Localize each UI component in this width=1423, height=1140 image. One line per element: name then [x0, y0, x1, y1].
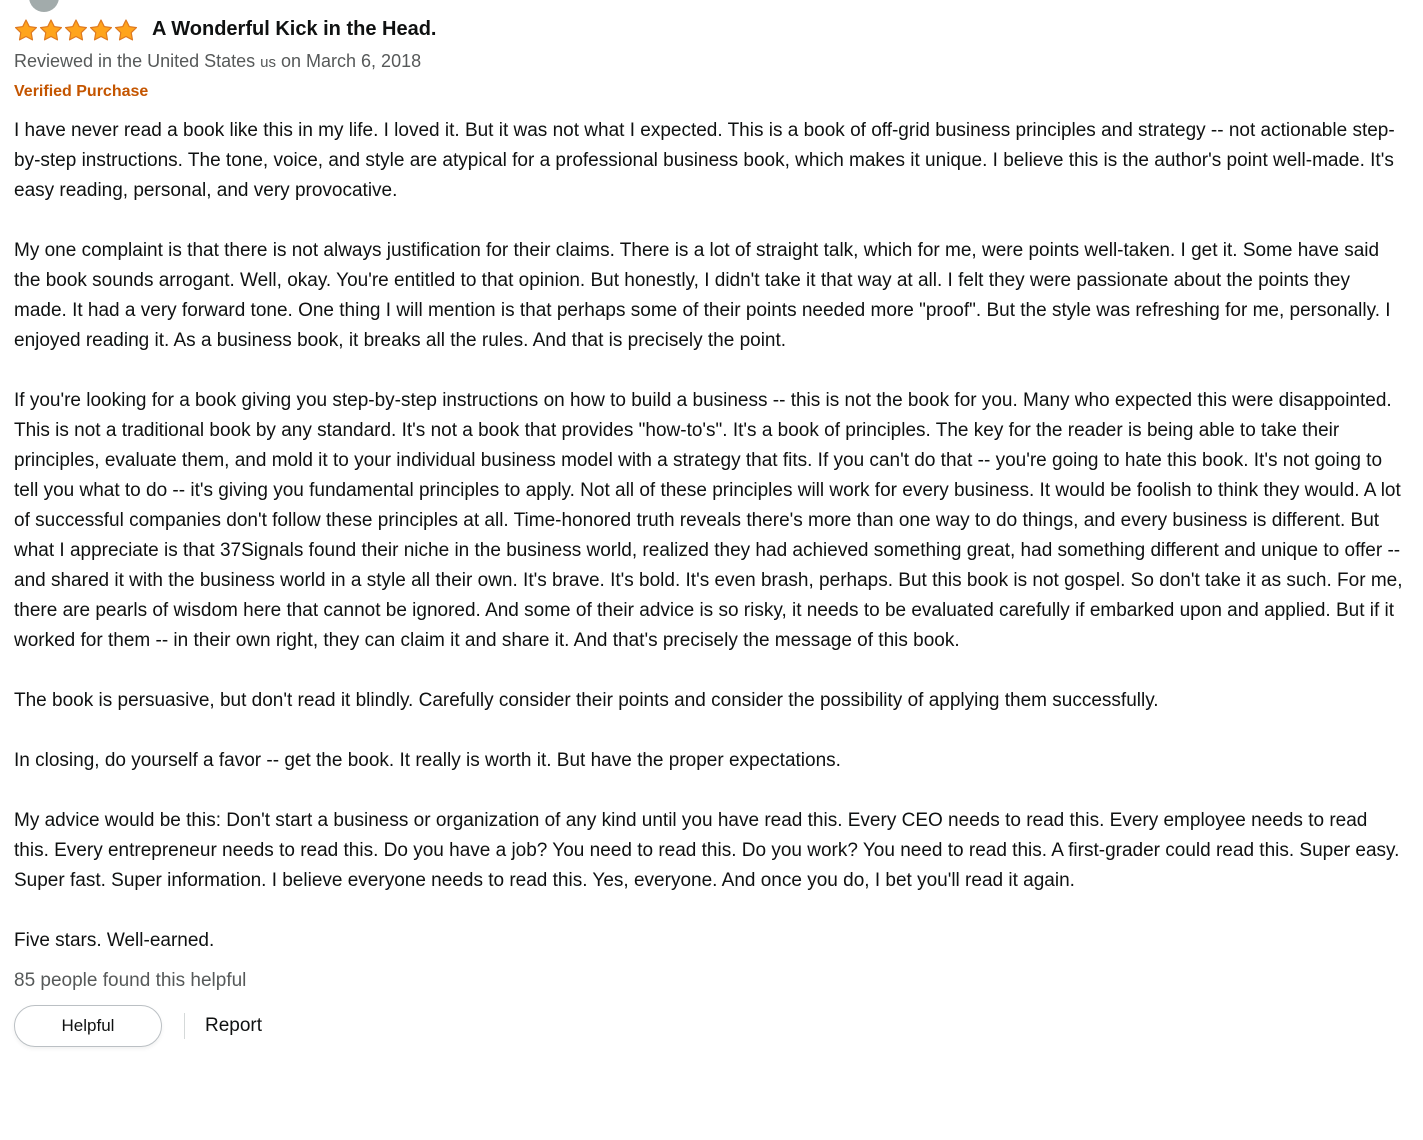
review-title[interactable]: A Wonderful Kick in the Head. — [152, 18, 437, 40]
review-paragraph: The book is persuasive, but don't read it blindly. Carefully consider their points and consider the possibility of applying them successfully. — [14, 690, 1159, 711]
us-flag-icon: us — [260, 54, 276, 71]
review-actions — [14, 1005, 1405, 1047]
helpful-button[interactable]: Helpful — [14, 1005, 162, 1047]
report-link[interactable]: Report — [205, 1015, 263, 1036]
star-icon — [89, 18, 113, 42]
star-icon — [39, 18, 63, 42]
review-header — [14, 0, 1405, 44]
verified-purchase-badge[interactable]: Verified Purchase — [14, 83, 149, 100]
review-paragraph: My advice would be this: Don't start a business or organization of any kind until you have read this. Every CEO needs to read this. Every employee needs to read this. Every entrepreneur needs to read this. Do you have a job? You need to read this. Do you work? You need to read this. A first-grader could read this. Super easy. Super fast. Super information. I believe everyone needs to read this. Yes, everyone. And once you do, I bet you'll read it again. — [14, 810, 1400, 891]
review-paragraph: In closing, do yourself a favor -- get the book. It really is worth it. But have the proper expectations. — [14, 750, 841, 771]
review-date-line — [14, 51, 1405, 72]
star-icon — [114, 18, 138, 42]
review-paragraph: Five stars. Well-earned. — [14, 930, 215, 951]
review-location-text: Reviewed in the United States — [14, 51, 256, 71]
review-paragraph: My one complaint is that there is not always justification for their claims. There is a lot of straight talk, which for me, were points well-taken. I get it. Some have said the book sounds arrogant. Well, okay. You're entitled to that opinion. But honestly, I didn't take it that way at all. I felt they were passionate about the points they made. It had a very forward tone. One thing I will mention is that perhaps some of their points needed more "proof". But the style was refreshing for me, personally. I enjoyed reading it. As a business book, it breaks all the rules. And that is precisely the point. — [14, 240, 1391, 351]
star-icon — [64, 18, 88, 42]
review-paragraph: I have never read a book like this in my life. I loved it. But it was not what I expected. This is a book of off-grid business principles and strategy -- not actionable step-by-step instructions. The tone, voice, and style are atypical for a professional business book, which makes it unique. I believe this is the author's point well-made. It's easy reading, personal, and very provocative. — [14, 120, 1395, 201]
review-paragraph: If you're looking for a book giving you step-by-step instructions on how to build a business -- this is not the book for you. Many who expected this were disappointed. This is not a traditional book by any standard. It's not a book that provides "how-to's". It's a book of principles. The key for the reader is being able to take their principles, evaluate them, and mold it to your individual business model with a strategy that fits. If you can't do that -- you're going to hate this book. It's not going to tell you what to do -- it's giving you fundamental principles to apply. Not all of these principles will work for every business. It would be foolish to think they would. A lot of successful companies don't follow these principles at all. Time-honored truth reveals there's more than one way to do things, and every business is different. But what I appreciate is that 37Signals found their niche in the business world, realized they had achieved something great, had something different and unique to offer -- and shared it with the business world in a style all their own. It's brave. It's bold. It's even brash, perhaps. But this book is not gospel. So don't take it as such. For me, there are pearls of wisdom here that cannot be ignored. And some of their advice is so risky, it needs to be evaluated carefully if embarked upon and applied. But if it worked for them -- in their own right, they can claim it and share it. And that's precisely the message of this book. — [14, 390, 1403, 651]
helpful-count: 85 people found this helpful — [14, 970, 247, 991]
review-body — [14, 116, 1405, 956]
star-icon — [14, 18, 38, 42]
review-date-text: on March 6, 2018 — [281, 51, 422, 71]
star-rating — [14, 18, 139, 42]
action-divider — [184, 1013, 185, 1039]
